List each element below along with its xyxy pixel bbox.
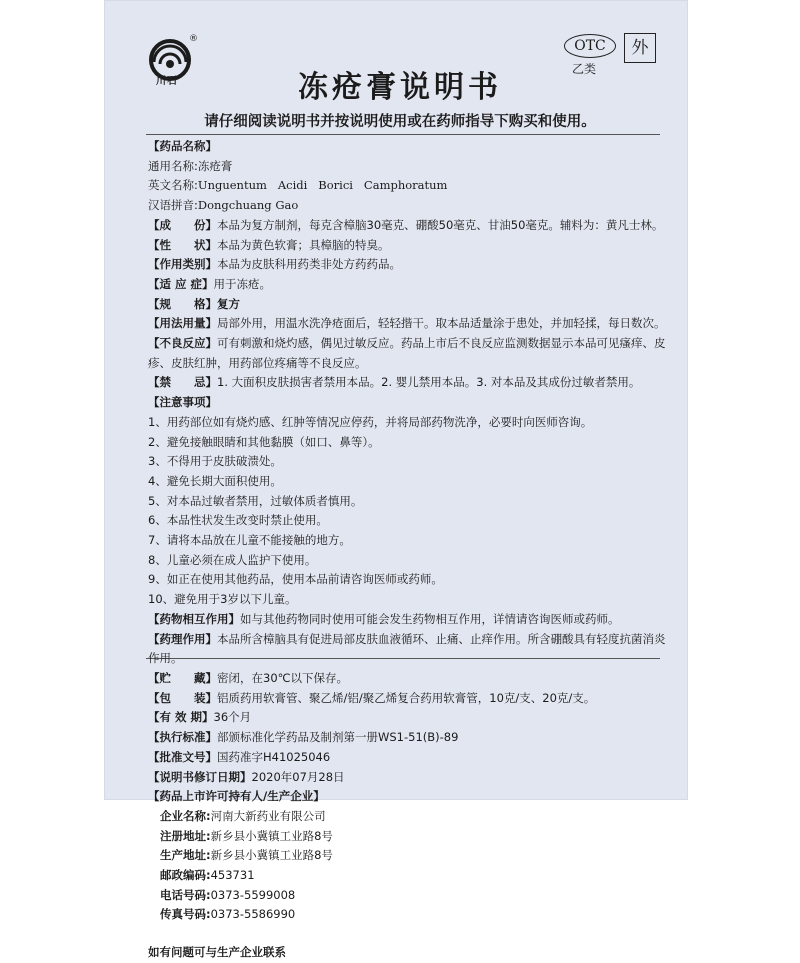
field-value: 36个月	[213, 710, 252, 725]
field-label: 电话号码:	[160, 887, 211, 902]
field-value: 本品为黄色软膏；具樟脑的特臭。	[217, 237, 390, 252]
list-item: 9、如正在使用其他药品，使用本品前请咨询医师或药师。	[148, 572, 443, 587]
page-subtitle: 请仔细阅读说明书并按说明使用或在药师指导下购买和使用。	[204, 114, 596, 130]
field-label: 【不良反应】	[148, 336, 217, 351]
instruction-content	[148, 137, 668, 963]
field-value: 新乡县小冀镇工业路8号	[210, 828, 333, 843]
field-label: 【成 份】	[148, 217, 217, 232]
list-item: 6、本品性状发生改变时禁止使用。	[148, 513, 328, 528]
list-item: 7、请将本品放在儿童不能接触的地方。	[148, 533, 351, 548]
list-item: 8、儿童必须在成人监护下使用。	[148, 552, 317, 567]
field-label: 【作用类别】	[148, 257, 217, 272]
field-label: 【适 应 症】	[148, 276, 214, 291]
field-value: 可有刺激和烧灼感，偶见过敏反应。药品上市后不良反应监测数据显示本品可见瘙痒、皮疹、皮肤红肿，用药部位疼痛等不良反应。	[148, 336, 666, 370]
list-item: 3、不得用于皮肤破溃处。	[148, 454, 282, 469]
external-use-badge: 外	[624, 33, 656, 63]
field-label: 【药理作用】	[148, 631, 217, 646]
otc-class: 乙类	[572, 62, 597, 76]
list-item: 4、避免长期大面积使用。	[148, 473, 282, 488]
field-value: 如与其他药物同时使用可能会发生药物相互作用，详情请咨询医师或药师。	[240, 611, 620, 626]
field-label: 【说明书修订日期】	[148, 769, 252, 784]
field-label: 传真号码:	[160, 907, 211, 922]
field-label: 【药物相互作用】	[148, 611, 240, 626]
list-item: 1、用药部位如有烧灼感、红肿等情况应停药，并将局部药物洗净，必要时向医师咨询。	[148, 414, 593, 429]
footer-note: 如有问题可与生产企业联系	[148, 945, 286, 960]
field-value: 2020年07月28日	[251, 769, 345, 784]
field-value: 用于冻疮。	[213, 276, 272, 291]
list-item: 2、避免接触眼睛和其他黏膜（如口、鼻等）。	[148, 434, 380, 449]
field-label: 生产地址:	[160, 848, 211, 863]
otc-badge: OTC	[564, 34, 616, 58]
field-value: 0373-5586990	[210, 907, 296, 922]
field-value: 部颁标准化学药品及制剂第一册WS1-51(B)-89	[217, 730, 459, 745]
section-heading: 【注意事项】	[148, 395, 217, 410]
field-value: 本品所含樟脑具有促进局部皮肤血液循环、止痛、止痒作用。所含硼酸具有轻度抗菌消炎作用。	[148, 631, 666, 666]
field-value: 复方	[217, 296, 240, 311]
field-label: 【贮 藏】	[148, 670, 217, 685]
field-value: 局部外用，用温水洗净疮面后，轻轻揩干。取本品适量涂于患处，并加轻揉，每日数次。	[217, 316, 666, 331]
field-value: 新乡县小冀镇工业路8号	[210, 848, 333, 863]
field-value: 铝质药用软膏管、聚乙烯/铝/聚乙烯复合药用软膏管，10克/支、20克/支。	[217, 690, 596, 705]
field-label: 注册地址:	[160, 828, 211, 843]
field-value: 本品为皮肤科用药类非处方药药品。	[217, 257, 401, 272]
field-label: 【执行标准】	[148, 730, 217, 745]
list-item: 10、避免用于3岁以下儿童。	[148, 592, 297, 607]
divider	[146, 134, 660, 135]
field-label: 邮政编码:	[160, 868, 211, 883]
registered-mark: ®	[189, 34, 198, 44]
field-value: 0373-5599008	[210, 887, 296, 902]
field-label: 【批准文号】	[148, 749, 217, 764]
field-value: Dongchuang Gao	[197, 198, 299, 213]
field-value: Unguentum Acidi Borici Camphoratum	[197, 178, 448, 193]
field-value: 1. 大面积皮肤损害者禁用本品。2. 婴儿禁用本品。3. 对本品及其成份过敏者禁用。	[217, 375, 641, 390]
field-label: 企业名称:	[160, 808, 211, 823]
field-value: 本品为复方制剂，每克含樟脑30毫克、硼酸50毫克、甘油50毫克。辅料为：黄凡士林。	[217, 217, 664, 232]
logo-text: 川石	[156, 76, 178, 87]
field-label: 【禁 忌】	[148, 375, 217, 390]
field-value: 河南大新药业有限公司	[210, 808, 326, 823]
field-value: 国药准字H41025046	[217, 749, 331, 764]
field-label: 汉语拼音:	[148, 198, 198, 213]
section-heading: 【药品名称】	[148, 139, 217, 153]
field-value: 453731	[210, 868, 255, 883]
field-value: 密闭，在30℃以下保存。	[217, 670, 349, 685]
list-item: 5、对本品过敏者禁用，过敏体质者慎用。	[148, 493, 363, 508]
field-label: 英文名称:	[148, 178, 198, 193]
field-label: 【有 效 期】	[148, 710, 214, 725]
field-value: 冻疮膏	[197, 158, 233, 173]
field-label: 【性 状】	[148, 237, 217, 252]
field-label: 通用名称:	[148, 158, 198, 173]
field-label: 【包 装】	[148, 690, 217, 705]
page-title: 冻疮膏说明书	[298, 70, 502, 105]
field-label: 【规 格】	[148, 296, 217, 311]
field-label: 【用法用量】	[148, 316, 217, 331]
section-heading: 【药品上市许可持有人/生产企业】	[148, 789, 325, 804]
